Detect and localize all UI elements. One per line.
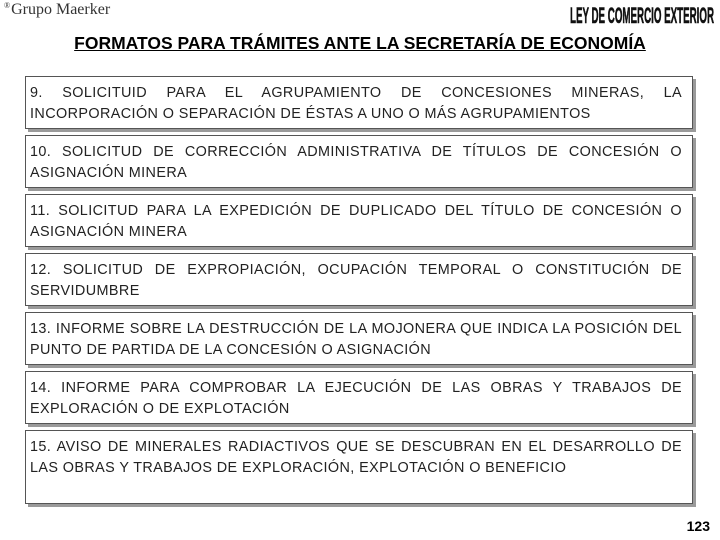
formats-list <box>25 76 693 510</box>
page-title: FORMATOS PARA TRÁMITES ANTE LA SECRETARÍA DE ECONOMÍA <box>74 33 646 53</box>
list-item: 9. SOLICITUID PARA EL AGRUPAMIENTO DE CONCESIONES MINERAS, LA INCORPORACIÓN O SEPARACIÓN DE ÉSTAS A UNO O MÁS AGRUPAMIENTOS <box>25 76 693 129</box>
registered-mark: ® <box>4 1 11 10</box>
list-item: 14. INFORME PARA COMPROBAR LA EJECUCIÓN DE LAS OBRAS Y TRABAJOS DE EXPLORACIÓN O DE EXPLOTACIÓN <box>25 371 693 424</box>
page-number: 123 <box>686 518 710 534</box>
list-item: 10. SOLICITUD DE CORRECCIÓN ADMINISTRATIVA DE TÍTULOS DE CONCESIÓN O ASIGNACIÓN MINERA <box>25 135 693 188</box>
list-item: 13. INFORME SOBRE LA DESTRUCCIÓN DE LA MOJONERA QUE INDICA LA POSICIÓN DEL PUNTO DE PARTIDA DE LA CONCESIÓN O ASIGNACIÓN <box>25 312 693 365</box>
logo-text: LEY DE COMERCIO EXTERIOR <box>570 3 715 28</box>
list-item: 15. AVISO DE MINERALES RADIACTIVOS QUE SE DESCUBRAN EN EL DESARROLLO DE LAS OBRAS Y TRABAJOS DE EXPLORACIÓN, EXPLOTACIÓN O BENEFICIO <box>25 430 693 504</box>
list-item: 11. SOLICITUD PARA LA EXPEDICIÓN DE DUPLICADO DEL TÍTULO DE CONCESIÓN O ASIGNACIÓN MINERA <box>25 194 693 247</box>
brand-label: Grupo Maerker <box>11 1 111 18</box>
ley-comercio-exterior-logo <box>568 2 716 28</box>
brand-name <box>4 1 110 19</box>
list-item: 12. SOLICITUD DE EXPROPIACIÓN, OCUPACIÓN TEMPORAL O CONSTITUCIÓN DE SERVIDUMBRE <box>25 253 693 306</box>
